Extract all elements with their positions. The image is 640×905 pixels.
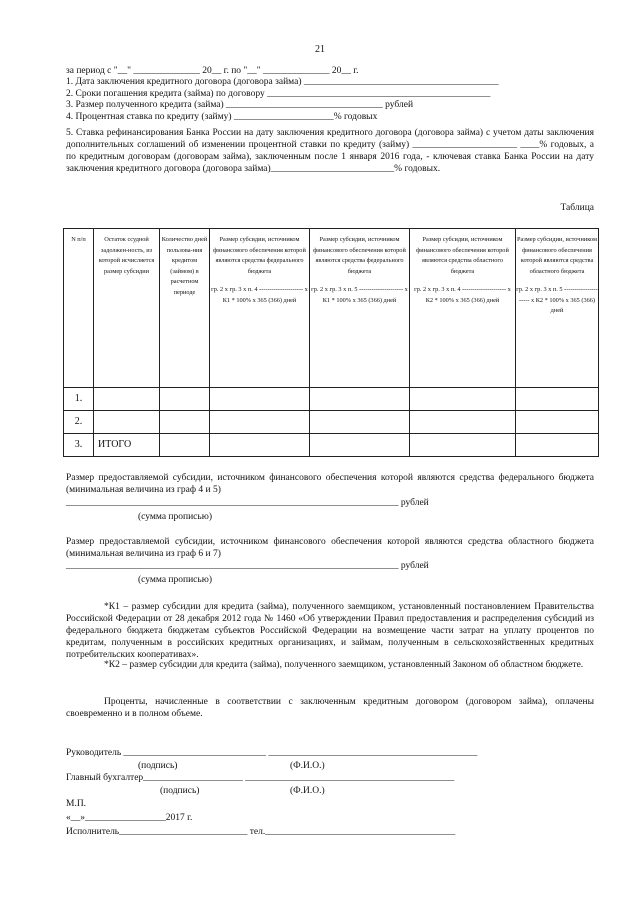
header-fields [66, 66, 596, 123]
row-number: 1. [64, 388, 94, 411]
executor-line: Исполнитель___________________________ тел.________________________________________ [66, 827, 456, 837]
row-label [94, 411, 160, 434]
loan-amount-line: 3. Размер полученного кредита (займа) _________________________________ рублей [66, 100, 414, 111]
refinancing-rate-paragraph: 5. Ставка рефинансирования Банка России на дату заключения кредитного договора (договора займа) с учетом даты заключения дополнительных соглашений об изменении процентной ставки по кредиту (займу) ______________________ ____% годовых, а по кредитным договорам (договорам займа), заключенным после 1 января 2016 года, - ключевая ставка Банка России на дату заключения кредитного договора (договора займа)__________________________% годовых. [66, 128, 594, 174]
header-cell: N п/п [64, 229, 94, 388]
subsidy-table [63, 228, 599, 457]
header-cell: Размер субсидии, источником финансового обеспечения которой являются средства федерального бюджета гр. 2 x гр. 3 x п. 4 --------------------- x К1 * 100% x 365 (366) дней [210, 229, 310, 388]
date-line: «__»_________________2017 г. [66, 813, 193, 823]
interest-rate-line: 4. Процентная ставка по кредиту (займу) _____________________% годовых [66, 111, 378, 122]
regional-subsidy-paragraph: Размер предоставляемой субсидии, источником финансового обеспечения которой являются средства областного бюджета (минимальная величина из граф 6 и 7) [66, 537, 594, 559]
federal-amount-line: ______________________________________________________________________ рублей [66, 498, 429, 508]
sum-in-words-label: (сумма прописью) [138, 512, 212, 522]
interest-paid-paragraph: Проценты, начисленные в соответствии с заключенным кредитным договором (договором займа), оплачены своевременно и в полном объеме. [66, 697, 594, 719]
table-row [64, 388, 599, 411]
table-caption: Таблица [560, 203, 594, 213]
contract-date-line: 1. Дата заключения кредитного договора (договора займа) _________________________________________ [66, 77, 499, 88]
page-number: 21 [315, 44, 325, 55]
table-row-total [64, 434, 599, 457]
row-label [94, 388, 160, 411]
table-header-row [64, 229, 599, 388]
signature-caption: (подпись) [138, 761, 178, 771]
row-label: ИТОГО [94, 434, 160, 457]
header-cell: Размер субсидии, источником финансового обеспечения которой являются средства федерального бюджета гр. 2 x гр. 3 x п. 5 --------------------- x К1 * 100% x 365 (366) дней [310, 229, 410, 388]
row-number: 2. [64, 411, 94, 434]
header-cell: Размер субсидии, источником финансового обеспечения которой являются средства областного бюджета гр. 2 x гр. 3 x п. 5 --------------------- x К2 * 100% x 365 (366) дней [516, 229, 599, 388]
signature-caption: (подпись) [160, 786, 200, 796]
header-cell: Остаток ссудной задолжен-ность, из которой исчисляется размер субсидии [94, 229, 160, 388]
k2-note: *К2 – размер субсидии для кредита (займа), полученного заемщиком, установленный Законом об областном бюджете. [104, 660, 584, 670]
federal-subsidy-paragraph: Размер предоставляемой субсидии, источником финансового обеспечения которой являются средства федерального бюджета (минимальная величина из граф 4 и 5) [66, 473, 594, 495]
seal-label: М.П. [66, 799, 87, 809]
name-caption: (Ф.И.О.) [290, 786, 325, 796]
row-number: 3. [64, 434, 94, 457]
header-cell: Размер субсидии, источником финансового обеспечения которой являются средства областного бюджета гр. 2 x гр. 3 x п. 4 --------------------- x К2 * 100% x 365 (366) дней [410, 229, 516, 388]
accountant-signature-line: Главный бухгалтер_____________________ ____________________________________________ [66, 773, 455, 783]
sum-in-words-label: (сумма прописью) [138, 575, 212, 585]
table-row [64, 411, 599, 434]
regional-amount-line: ______________________________________________________________________ рублей [66, 561, 429, 571]
period-line: за период с "__" ______________ 20__ г. по "__" ______________ 20__ г. [66, 66, 359, 76]
name-caption: (Ф.И.О.) [290, 761, 325, 771]
repayment-terms-line: 2. Сроки погашения кредита (займа) по договору _______________________________________________ [66, 88, 491, 99]
k1-note: *К1 – размер субсидии для кредита (займа), полученного заемщиком, установленный постановлением Правительства Российской Федерации от 28 декабря 2012 года № 1460 «Об утверждении Правил предоставления и распределения субсидий из федерального бюджета бюджетам субъектов Российской Федерации на возмещение части затрат на уплату процентов по кредитам, полученным в российских кредитных организациях, и займам, полученным в сельскохозяйственных кредитных потребительских кооперативах». [66, 602, 594, 660]
header-cell: Количество дней пользова-ния кредитом (займом) в расчетном периоде [160, 229, 210, 388]
head-signature-line: Руководитель ______________________________ ____________________________________________ [66, 748, 478, 758]
